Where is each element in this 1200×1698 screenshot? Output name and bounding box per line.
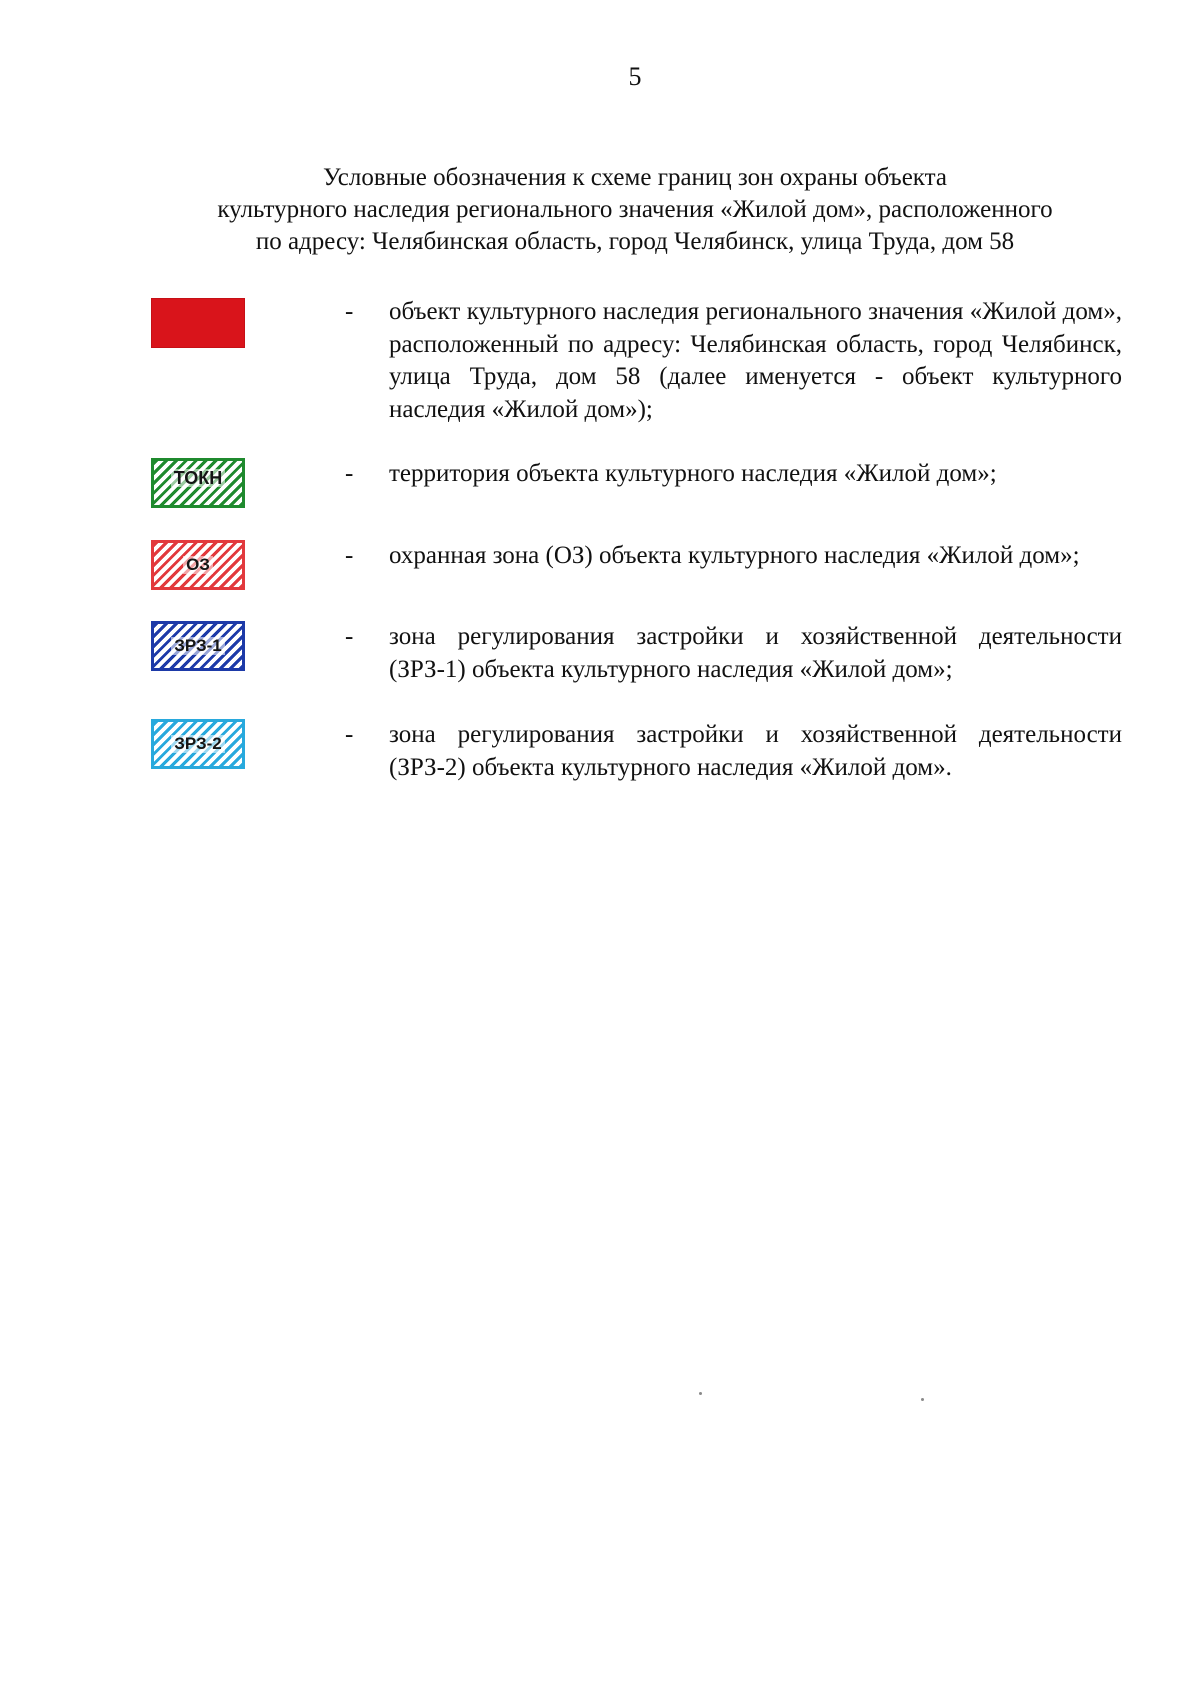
scan-speck — [921, 1398, 924, 1401]
legend-dash: - — [345, 623, 354, 650]
tokn-description: территория объекта культурного наследия «Жилой дом»; — [389, 460, 997, 487]
zrz2-description: зона регулирования застройки и хозяйственной деятельности (ЗРЗ-2) объекта культурного наследия «Жилой дом». — [389, 721, 1122, 781]
title-line-2: культурного наследия регионального значения «Жилой дом», расположенного — [217, 196, 1053, 223]
tokn-swatch — [151, 458, 245, 508]
zrz1-swatch-label: ЗРЗ-1 — [171, 637, 225, 655]
oz-description: охранная зона (ОЗ) объекта культурного наследия «Жилой дом»; — [389, 542, 1080, 569]
legend-dash: - — [345, 298, 354, 325]
heritage-object-description: объект культурного наследия регионального значения «Жилой дом», расположенный по адресу: Челябинская область, город Челябинск, улица Труда, дом 58 (далее именуется - объект культурного наследия «Жилой дом»); — [389, 298, 1122, 423]
zrz1-swatch — [151, 621, 245, 671]
zrz2-swatch — [151, 719, 245, 769]
legend-dash: - — [345, 721, 354, 748]
title-line-1: Условные обозначения к схеме границ зон охраны объекта — [323, 164, 947, 191]
tokn-swatch-label: ТОКН — [171, 469, 226, 487]
title-line-3: по адресу: Челябинская область, город Челябинск, улица Труда, дом 58 — [255, 228, 1015, 255]
scan-speck — [699, 1392, 702, 1395]
page-number: 5 — [628, 62, 642, 91]
oz-swatch-label: ОЗ — [183, 556, 213, 574]
document-title — [120, 162, 1150, 258]
zrz1-description: зона регулирования застройки и хозяйственной деятельности (ЗРЗ-1) объекта культурного наследия «Жилой дом»; — [389, 623, 1122, 683]
oz-swatch — [151, 540, 245, 590]
legend-dash: - — [345, 460, 354, 487]
legend-dash: - — [345, 542, 354, 569]
heritage-object-swatch — [151, 298, 245, 348]
zrz2-swatch-label: ЗРЗ-2 — [171, 735, 225, 753]
